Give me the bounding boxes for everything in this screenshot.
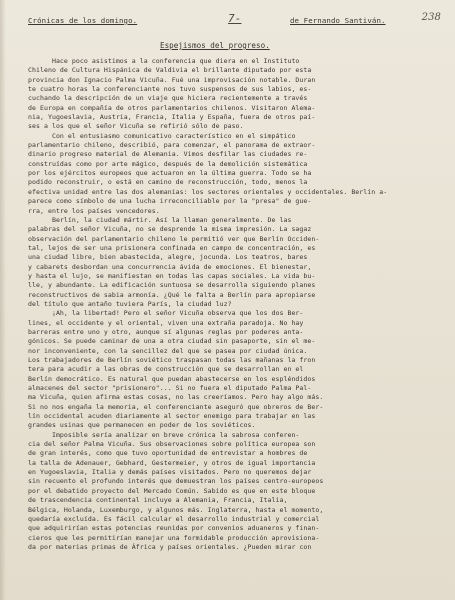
article-title: Espejismos del progreso. xyxy=(160,41,270,50)
body-text-line: Los trabajadores de Berlín soviético traspasan todas las mañanas la fron xyxy=(28,356,316,364)
body-text-line: cieros que les permitirían manejar una formidable producción aprovisiona- xyxy=(28,533,320,542)
body-text-line: Berlín democrático. Es natural que puedan abastecerse en los espléndidos xyxy=(28,374,316,383)
body-text-line: reconstructivos de sabia armonía. ¿Qué le falta a Berlín para apropiarse xyxy=(28,290,316,299)
body-text-line: provincia don Ignacio Palma Vicuña. Fué una improvisación notable. Duran xyxy=(28,75,316,84)
body-text-line: Bélgica, Holanda, Luxemburgo, y algunos más. Inglaterra, hasta el momento, xyxy=(28,505,324,514)
page-header xyxy=(28,12,441,30)
body-text-line: Chileno de Cultura Hispánica de Valdivia el brillante diputado por esta xyxy=(28,66,312,75)
body-text-line: de trascendencia continental incluye a Alemania, Francia, Italia, xyxy=(28,496,288,505)
body-text-line: lle, y abundante. La edificación suntuosa se desarrolla siguiendo planes xyxy=(28,281,316,290)
body-text-line: observación del parlamentario chileno le permitió ver que Berlín Occiden- xyxy=(28,234,320,243)
body-text-line: lín occidental acuden diariamente al sector enemigo para trabajar en las xyxy=(28,412,316,421)
body-text-line: construídas como por arte mágico, después de la demolición sistemática xyxy=(28,159,308,168)
body-text-line: barreras entre uno y otro, aunque sí algunas reglas por poderes anta- xyxy=(28,327,304,336)
body-text-line: ¡Ah, la libertad! Pero el señor Vicuña observa que los dos Ber- xyxy=(28,309,304,318)
header-folio-number: 238 xyxy=(421,12,441,23)
body-text-line: en Yugoeslavia, Italia y demás países visitados. Pero no queremos dejar xyxy=(28,468,312,477)
article-body xyxy=(28,57,448,552)
body-text-line: gónicos. Se puede caminar de una a otra ciudad sin pasaporte, sin el me- xyxy=(28,337,316,346)
body-text-line: Imposible sería analizar en breve crónica la sabrosa conferen- xyxy=(28,430,300,439)
body-text-line: y hasta el lujo, se manifiestan en todas las capas sociales. La vida bu- xyxy=(28,271,316,280)
body-text-line: tera para acudir a las obras de construcción que se desarrollan en el xyxy=(28,365,304,374)
header-author: de Fernando Santiván. xyxy=(290,16,386,25)
body-text-line: de Europa en compañía de otros parlamentarios chilenos. Visitaron Alema- xyxy=(28,103,316,112)
body-text-line: efectiva unidad entre las dos alemanias: los sectores orientales y occidentales. Berlín a- xyxy=(28,187,388,196)
header-series-title: Crónicas de los domingo. xyxy=(28,16,138,25)
body-text-line: nor inconveniente, con la sencillez del que se pasea por ciudad única. xyxy=(28,346,308,355)
body-text-line: nia, Yugoeslavia, Austria, Francia, Italia y España, fuera de otros paí- xyxy=(28,113,316,122)
body-text-line: parlamentario chileno, describió, para comenzar, el panorama de extraor- xyxy=(28,141,316,150)
body-text-line: palabras del señor Vicuña, no se desprende la misma impresión. La sagaz xyxy=(28,225,312,234)
body-text-line: del título que antaño tuviera París, la ciudad luz? xyxy=(28,299,232,308)
body-text-line: sin recuento el profundo interés que demuestran los países centro-europeos xyxy=(28,477,324,486)
body-text-line: tal, lejos de ser una prisionera confinada en campo de concentración, es xyxy=(28,243,316,252)
body-text-line: quedaría excluída. Es fácil calcular el desarrollo industrial y comercial xyxy=(28,514,320,523)
body-text-line: por los ejércitos europeos que actuaron en la última guerra. Todo se ha xyxy=(28,169,312,178)
body-text-line: dinario progreso material de Alemania. Vimos desfilar las ciudades re- xyxy=(28,150,308,159)
body-text-line: podido reconstruir, o está en camino de reconstrucción, todo, menos la xyxy=(28,178,308,187)
body-text-line: rra, entre los países vencedores. xyxy=(28,206,160,215)
body-text-line: almacenes del sector "prisionero"... Si no fuera el diputado Palma Pal- xyxy=(28,384,312,393)
body-text-line: y cabarets desbordan una concurrencia ávida de emociones. El bienestar, xyxy=(28,262,312,271)
body-text-line: cuchando la descripción de un viaje que hiciera recientemente a través xyxy=(28,94,308,103)
body-text-line: de gran interés, como que tuvo oportunidad de entrevistar a hombres de xyxy=(28,449,308,458)
body-text-line: que adquirirían estas potencias reunidas por convenios aduaneros y finan- xyxy=(28,524,320,533)
body-text-line: ses a los que el señor Vicuña se refirió sólo de paso. xyxy=(28,122,244,131)
body-text-line: lines, el occidente y el oriental, viven una extraña paradoja. No hay xyxy=(28,318,304,327)
body-text-line: parece como símbolo de una lucha irreconciliable por la "presa" de gue- xyxy=(28,197,312,206)
body-text-line: por el debatido proyecto del Mercado Común. Sabido es que en este bloque xyxy=(28,486,316,495)
body-text-line: da por materias primas de África y países orientales. ¿Pueden mirar con xyxy=(28,542,312,551)
body-text-line: la talla de Adenauer, Gebhard, Gestermeier, y otros de igual importancia xyxy=(28,458,316,467)
body-text-line: una ciudad libre, bien abastecida, alegre, jocunda. Los teatros, bares xyxy=(28,253,308,262)
page-edge-shadow xyxy=(0,0,6,600)
body-text-line: ma Vicuña, quien afirma estas cosas, no las creeríamos. Pero hay algo más. xyxy=(28,393,324,402)
body-text-line: grandes usinas que permanecen en poder de los soviéticos. xyxy=(28,421,256,430)
body-text-line: Con el entusiasmo comunicativo característico en el simpático xyxy=(28,131,296,140)
body-text-line: cia del señor Palma Vicuña. Sus observaciones sobre política europea son xyxy=(28,440,316,449)
body-text-line: Hace poco asistimos a la conferencia que diera en el Instituto xyxy=(28,57,300,65)
body-text-line: te cuatro horas la conferenciante nos tuvo suspensos de sus labios, es- xyxy=(28,85,312,94)
header-page-number: 7- xyxy=(228,12,242,25)
body-text-line: Si no nos engaña la memoria, el conferenciante aseguró que obreros de Ber- xyxy=(28,402,324,411)
body-text-line: Berlín, la ciudad mártir. Así la llaman generalmente. De las xyxy=(28,215,292,224)
